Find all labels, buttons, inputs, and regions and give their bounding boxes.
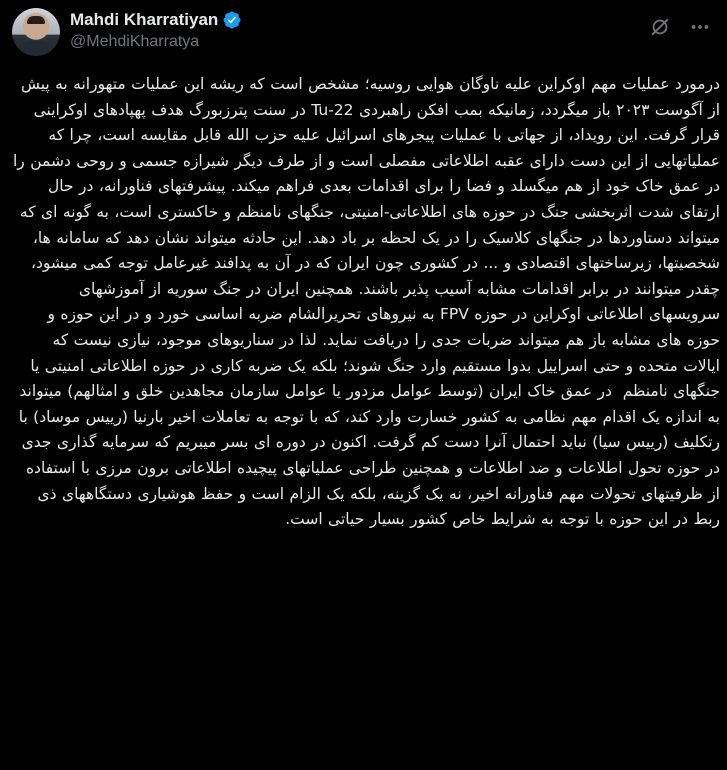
author-display-name[interactable]: Mahdi Kharratiyan [70,10,219,29]
avatar[interactable] [12,8,60,56]
grok-icon[interactable] [643,12,677,42]
display-name-row [70,9,242,31]
post-text: درمورد عملیات مهم اوکراین علیه ناوگان هوایی روسیه؛ مشخص است که ریشه این عملیات متهورانه به پیش از آگوست ۲۰۲۳ باز میگردد، زمانیکه بمب افکن راهبردی Tu-22 در سنت پترزبورگ هدف پهپادهای اوکراینی قرار گرفت. این رویداد، از جهاتی با عملیات پیجرهای اسرائیل علیه حزب الله قابل مقایسه است، چرا که عملیاتهایی از این دست دارای عقبه اطلاعاتی مفصلی است و از طرف دیگر شیرازه جسمی و روحی دشمن را در عمق خاک خود از هم میگسلد و فضا را برای اقدامات بعدی فراهم میکند. پیشرفتهای فناورانه، در حال ارتقای شدت اثربخشی جنگ در حوزه های اطلاعاتی-امنیتی، جنگهای نامنظم و خاکستری است، به گونه ای که میتواند دستاوردها در جنگهای کلاسیک را در یک لحظه بر باد دهد. این حادثه میتواند نشان دهد که سامانه ها، شخصیتها، زیرساختهای اقتصادی و ... در کشوری چون ایران که در آن به پدافند غیرعامل توجه کمی میشود، چقدر میتوانند در برابر اقدامات مشابه آسیب پذیر باشند. همچنین ایران در جنگ سوریه از آموزشهای سرویسهای اطلاعاتی اوکراین در حوزه FPV به نیروهای تحریرالشام ضربه اساسی خورد و در این حوزه و حوزه های مشابه باز هم میتواند ضربات جدی را دریافت نماید. لذا در سناریوهای موجود، نیازی نیست که ایالات متحده و حتی اسراییل بدوا مستقیم وارد جنگ شوند؛ بلکه یک ضربه کاری در حوزه اطلاعاتی امنیتی یا جنگهای نامنظم در عمق خاک ایران (توسط عوامل مزدور یا عوامل سازمان مجاهدین خلق و امثالهم) میتواند به اندازه یک اقدام مهم نظامی به کشور خسارت وارد کند، که با توجه به تعاملات اخیر بارنیا (رییس موساد) با رتکلیف (رییس سیا) نباید احتمال آنرا دست کم گرفت. اکنون در دوره ای بسر میبریم که سرمایه گذاری جدی در حوزه تحول اطلاعات و ضد اطلاعات و همچنین طراحی عملیاتهای پیچیده اطلاعاتی برون مرزی با استفاده از ظرفیتهای تحولات مهم فناورانه اخیر، نه یک گزینه، بلکه یک الزام است و حفظ هوشیاری دستگاههای ذی ربط در این حوزه با توجه به شرایط خاص کشور بسیار حیاتی است. [7,75,720,529]
author-names [70,9,242,51]
author-handle[interactable]: @MehdiKharratya [70,33,200,50]
avatar-body [19,41,53,56]
avatar-hair [27,16,45,24]
more-icon[interactable] [685,12,715,42]
post-header [12,8,715,60]
verified-badge-icon [222,10,242,30]
post-actions [643,12,715,42]
